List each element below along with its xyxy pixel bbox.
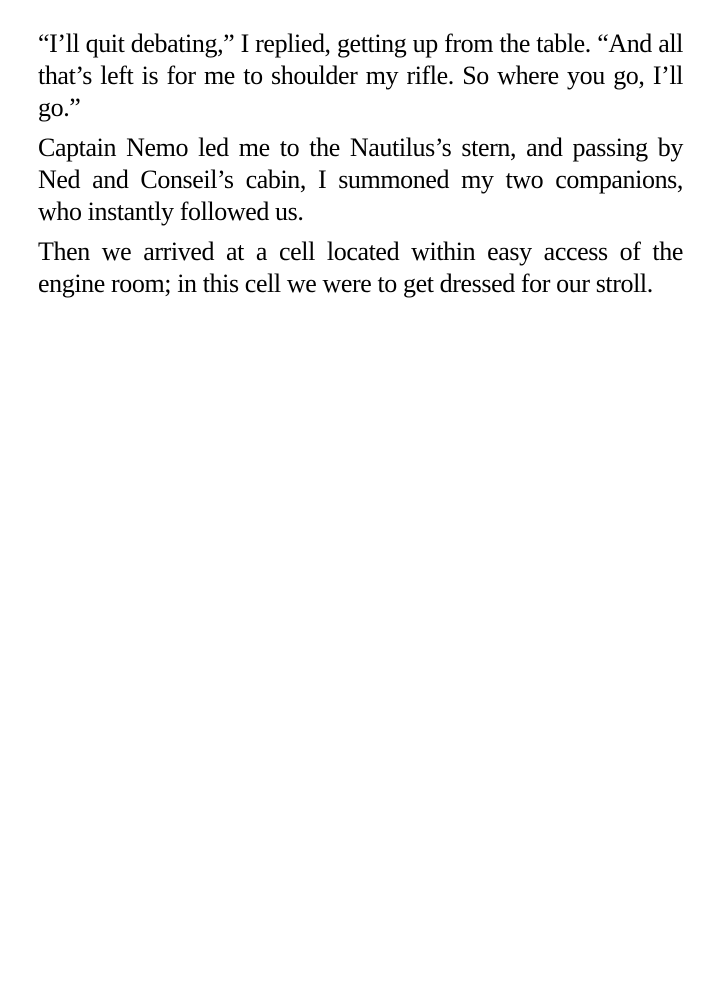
paragraph-3: Then we arrived at a cell located within easy access of the engine room; in this cell we were to get dressed for our stroll. [38, 237, 683, 298]
paragraph-2: Captain Nemo led me to the Nautilus’s stern, and passing by Ned and Conseil’s cabin, I summoned my two companions, who instantly followed us. [38, 133, 683, 226]
page-body [38, 28, 683, 308]
paragraph-1: “I’ll quit debating,” I replied, getting up from the table. “And all that’s left is for me to shoulder my rifle. So where you go, I’ll go.” [38, 29, 683, 122]
